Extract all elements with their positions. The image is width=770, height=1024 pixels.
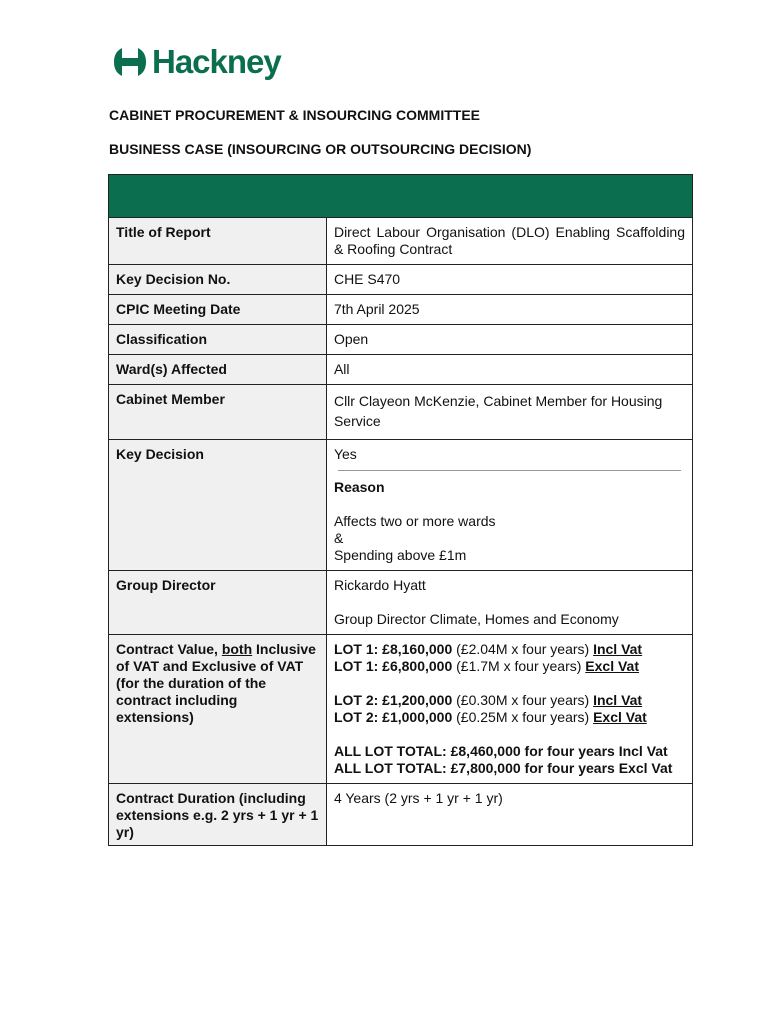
table-header-band <box>109 175 693 218</box>
row-value-key-decision <box>326 440 692 571</box>
row-value-classification: Open <box>326 325 692 355</box>
table-row <box>109 440 693 571</box>
table-row <box>109 325 693 355</box>
lot2-incl-line: LOT 2: £1,200,000 (£0.30M x four years) Incl Vat <box>333 692 643 708</box>
group-director-name: Rickardo Hyatt <box>333 577 426 593</box>
row-label-meeting-date: CPIC Meeting Date <box>109 295 327 325</box>
table-row <box>109 635 693 784</box>
row-label-classification: Classification <box>109 325 327 355</box>
row-value-contract-duration: 4 Years (2 yrs + 1 yr + 1 yr) <box>326 784 692 846</box>
table-row <box>109 571 693 635</box>
reason-line: & <box>333 530 344 546</box>
row-value-cabinet-member: Cllr Clayeon McKenzie, Cabinet Member for Housing Service <box>326 385 692 440</box>
row-value-key-decision-no: CHE S470 <box>326 265 692 295</box>
lot2-excl-line: LOT 2: £1,000,000 (£0.25M x four years) Excl Vat <box>333 709 647 725</box>
group-director-role: Group Director Climate, Homes and Economy <box>333 611 619 627</box>
divider <box>338 470 681 471</box>
reason-line: Spending above £1m <box>333 547 467 563</box>
table-row <box>109 218 693 265</box>
lot1-excl-line: LOT 1: £6,800,000 (£1.7M x four years) Excl Vat <box>333 658 639 674</box>
row-label-contract-value: Contract Value, both Inclusive of VAT and Exclusive of VAT (for the duration of the contract including extensions) <box>109 635 327 784</box>
row-value-title: Direct Labour Organisation (DLO) Enabling Scaffolding & Roofing Contract <box>326 218 692 265</box>
business-case-table <box>108 174 693 846</box>
row-value-meeting-date: 7th April 2025 <box>326 295 692 325</box>
table-row <box>109 355 693 385</box>
hackney-h-icon <box>112 45 148 79</box>
total-excl-line: ALL LOT TOTAL: £7,800,000 for four years Excl Vat <box>333 760 673 776</box>
total-incl-line: ALL LOT TOTAL: £8,460,000 for four years Incl Vat <box>333 743 668 759</box>
row-label-key-decision-no: Key Decision No. <box>109 265 327 295</box>
table-row <box>109 784 693 846</box>
committee-heading: CABINET PROCUREMENT & INSOURCING COMMITTEE <box>109 107 480 123</box>
reason-label: Reason <box>333 479 385 495</box>
key-decision-answer: Yes <box>333 446 357 462</box>
row-label-group-director: Group Director <box>109 571 327 635</box>
row-value-group-director <box>326 571 692 635</box>
lot1-incl-line: LOT 1: £8,160,000 (£2.04M x four years) Incl Vat <box>333 641 643 657</box>
row-value-contract-value <box>326 635 692 784</box>
row-label-title: Title of Report <box>109 218 327 265</box>
row-label-wards: Ward(s) Affected <box>109 355 327 385</box>
logo-wordmark: Hackney <box>152 43 281 80</box>
table-row <box>109 385 693 440</box>
row-label-key-decision: Key Decision <box>109 440 327 571</box>
row-label-contract-duration: Contract Duration (including extensions e.g. 2 yrs + 1 yr + 1 yr) <box>109 784 327 846</box>
row-value-wards: All <box>326 355 692 385</box>
row-label-cabinet-member: Cabinet Member <box>109 385 327 440</box>
reason-line: Affects two or more wards <box>333 513 496 529</box>
business-case-heading: BUSINESS CASE (INSOURCING OR OUTSOURCING DECISION) <box>109 141 532 157</box>
hackney-logo <box>112 42 281 82</box>
table-row <box>109 295 693 325</box>
table-row <box>109 265 693 295</box>
